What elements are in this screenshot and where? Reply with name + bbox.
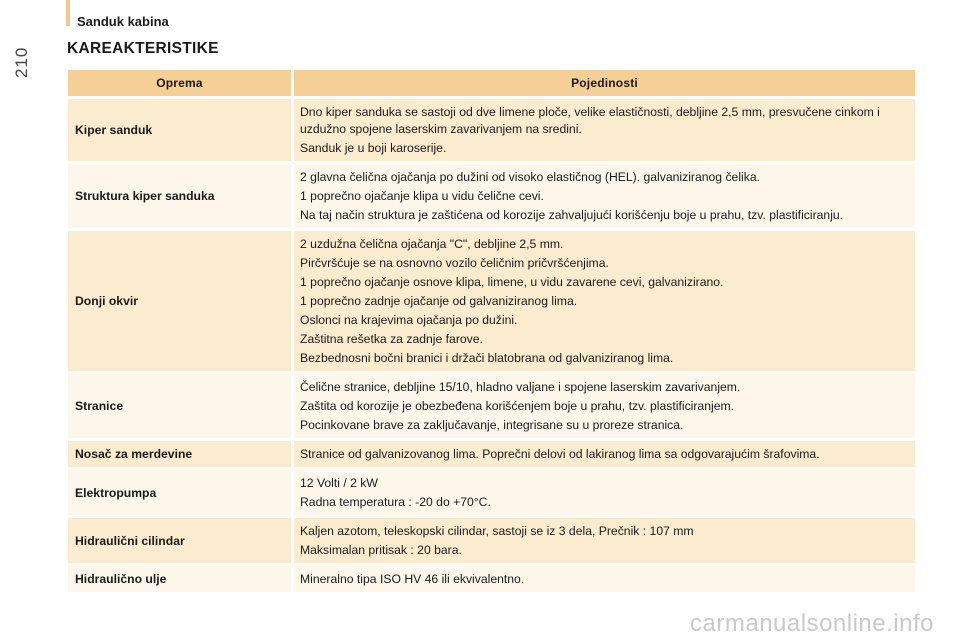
specifications-table — [68, 67, 915, 595]
equipment-name: Hidraulično ulje — [68, 566, 294, 592]
equipment-details — [294, 518, 915, 563]
table-row — [68, 566, 915, 592]
table-row — [68, 164, 915, 228]
table-row — [68, 99, 915, 161]
equipment-name: Nosač za merdevine — [68, 441, 294, 467]
detail-line: Zaštitna rešetka za zadnje farove. — [300, 332, 483, 346]
column-header-equipment: Oprema — [68, 70, 294, 96]
section-header: Sanduk kabina — [77, 14, 169, 29]
detail-line: Bezbednosni bočni branici i držači blatobrana od galvaniziranog lima. — [300, 351, 674, 365]
equipment-name: Kiper sanduk — [68, 99, 294, 161]
equipment-details — [294, 164, 915, 228]
watermark: carmanualsonline.info — [690, 610, 934, 637]
detail-line: Stranice od galvanizovanog lima. Poprečni delovi od lakiranog lima sa odgovarajućim šrafovima. — [300, 447, 820, 461]
detail-line: Maksimalan pritisak : 20 bara. — [300, 543, 462, 557]
detail-line: 2 uzdužna čelična ojačanja "C", debljine 2,5 mm. — [300, 237, 564, 251]
table-row — [68, 470, 915, 515]
detail-line: Radna temperatura : -20 do +70°C. — [300, 495, 491, 509]
page-number: 210 — [12, 46, 31, 78]
detail-line: 2 glavna čelična ojačanja po dužini od visoko elastičnog (HEL). galvaniziranog čelika. — [300, 170, 761, 184]
equipment-details — [294, 99, 915, 161]
detail-line: Oslonci na krajevima ojačanja po dužini. — [300, 313, 518, 327]
detail-line: Mineralno tipa ISO HV 46 ili ekvivalentno. — [300, 572, 525, 586]
detail-line: Pocinkovane brave za zaključavanje, integrisane su u proreze stranica. — [300, 418, 684, 432]
equipment-details — [294, 441, 915, 467]
table-row — [68, 441, 915, 467]
section-accent-bar — [66, 0, 70, 26]
equipment-name: Struktura kiper sanduka — [68, 164, 294, 228]
page-title: KAREAKTERISTIKE — [67, 40, 219, 57]
detail-line: Kaljen azotom, teleskopski cilindar, sastoji se iz 3 dela, Prečnik : 107 mm — [300, 524, 694, 538]
detail-line: Na taj način struktura je zaštićena od korozije zahvaljujući korišćenju boje u prahu, tzv. plastificiranju. — [300, 208, 844, 222]
equipment-name: Stranice — [68, 374, 294, 438]
detail-line: 1 poprečno zadnje ojačanje od galvaniziranog lima. — [300, 294, 578, 308]
equipment-name: Hidraulični cilindar — [68, 518, 294, 563]
column-header-details: Pojedinosti — [294, 70, 915, 96]
equipment-details — [294, 374, 915, 438]
detail-line: 1 poprečno ojačanje klipa u vidu čelične cevi. — [300, 189, 544, 203]
detail-line: Sanduk je u boji karoserije. — [300, 141, 447, 155]
detail-line: 12 Volti / 2 kW — [300, 476, 378, 490]
table-row — [68, 518, 915, 563]
table-header-row — [68, 70, 915, 96]
detail-line: 1 poprečno ojačanje osnove klipa, limene, u vidu zavarene cevi, galvanizirano. — [300, 275, 724, 289]
equipment-details — [294, 231, 915, 371]
equipment-details — [294, 470, 915, 515]
table-row — [68, 231, 915, 371]
detail-line: Pirčvršćuje se na osnovno vozilo čeličnim pričvršćenjima. — [300, 256, 609, 270]
table-row — [68, 374, 915, 438]
table-body — [68, 99, 915, 592]
equipment-details — [294, 566, 915, 592]
equipment-name: Elektropumpa — [68, 470, 294, 515]
detail-line: Čelične stranice, debljine 15/10, hladno valjane i spojene laserskim zavarivanjem. — [300, 380, 741, 394]
detail-line: Zaštita od korozije je obezbeđena korišćenjem boje u prahu, tzv. plastificiranjem. — [300, 399, 735, 413]
detail-line: Dno kiper sanduka se sastoji od dve limene ploče, velike elastičnosti, debljine 2,5 mm, presvučene cinkom i uzdužno spojene laserskim zavarivanjem na sredini. — [300, 105, 880, 136]
equipment-name: Donji okvir — [68, 231, 294, 371]
